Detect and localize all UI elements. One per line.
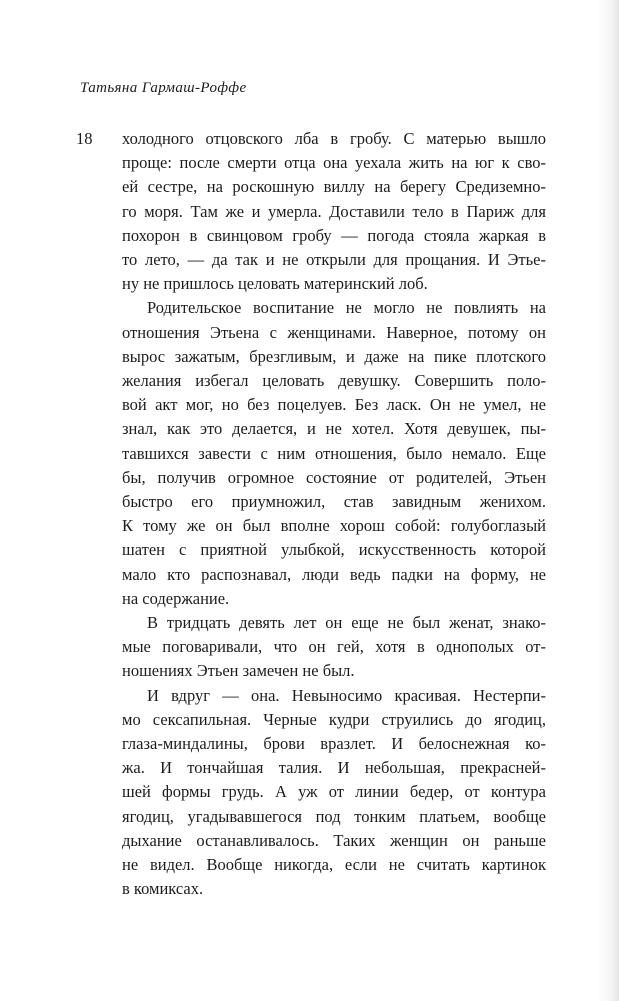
text-line: дыхание останавливалось. Таких женщин он раньше bbox=[122, 830, 546, 850]
text-line: бы, получив огромное состояние от родителей, Этьен bbox=[122, 467, 546, 487]
text-line: ношениях Этьен замечен не был. bbox=[122, 661, 355, 681]
text-line: Родительское воспитание не могло не повлиять на bbox=[147, 298, 546, 318]
text-line: ягодиц, угадывавшегося под тонким платьем, вообще bbox=[122, 806, 546, 826]
text-line: мые поговаривали, что он гей, хотя в однополых от- bbox=[122, 637, 546, 657]
page-number: 18 bbox=[76, 129, 93, 148]
running-head-author: Татьяна Гармаш-Роффе bbox=[80, 80, 247, 96]
text-line: мало кто распознавал, люди ведь падки на форму, не bbox=[122, 564, 546, 584]
text-line: К тому же он был вполне хорош собой: голубоглазый bbox=[122, 516, 546, 536]
text-line: мо сексапильная. Черные кудри струились до ягодиц, bbox=[122, 709, 546, 729]
text-line: похорон в свинцовом гробу — погода стояла жаркая в bbox=[122, 225, 546, 245]
text-line: шатен с приятной улыбкой, искусственность которой bbox=[122, 540, 546, 560]
text-line: тавшихся завести с ним отношения, было немало. Еще bbox=[122, 443, 546, 463]
text-line: ну не пришлось целовать материнский лоб. bbox=[122, 274, 428, 294]
text-block bbox=[122, 127, 546, 902]
text-line: ей сестре, на роскошную виллу на берегу Средиземно- bbox=[122, 177, 546, 197]
text-line: В тридцать девять лет он еще не был женат, знако- bbox=[147, 613, 546, 633]
page-edge-shadow bbox=[597, 0, 619, 1001]
text-line: проще: после смерти отца она уехала жить на юг к сво- bbox=[122, 153, 546, 173]
text-line: на содержание. bbox=[122, 588, 230, 608]
text-line: то лето, — да так и не открыли для прощания. И Этье- bbox=[122, 250, 546, 270]
text-line: глаза-миндалины, брови вразлет. И белоснежная ко- bbox=[122, 734, 546, 754]
text-line: го моря. Там же и умерла. Доставили тело в Париж для bbox=[122, 201, 546, 221]
text-line: жа. И тончайшая талия. И небольшая, прекрасней- bbox=[122, 758, 546, 778]
text-line: шей формы грудь. А уж от линии бедер, от контура bbox=[122, 782, 546, 802]
text-line: отношения Этьена с женщинами. Наверное, потому он bbox=[122, 322, 546, 342]
text-line: знал, как это делается, и не хотел. Хотя девушек, пы- bbox=[122, 419, 546, 439]
text-line: не видел. Вообще никогда, если не считать картинок bbox=[122, 855, 546, 875]
text-line: вой акт мог, но без поцелуев. Без ласк. Он не умел, не bbox=[122, 395, 546, 415]
text-line: холодного отцовского лба в гробу. С матерью вышло bbox=[122, 129, 546, 148]
text-line: вырос зажатым, брезгливым, и даже на пике плотского bbox=[122, 346, 546, 366]
text-line: И вдруг — она. Невыносимо красивая. Нестерпи- bbox=[147, 685, 546, 705]
text-line: быстро его приумножил, став завидным женихом. bbox=[122, 492, 546, 512]
text-line: в комиксах. bbox=[122, 879, 204, 899]
text-line: желания избегал целовать девушку. Совершить поло- bbox=[122, 371, 546, 391]
